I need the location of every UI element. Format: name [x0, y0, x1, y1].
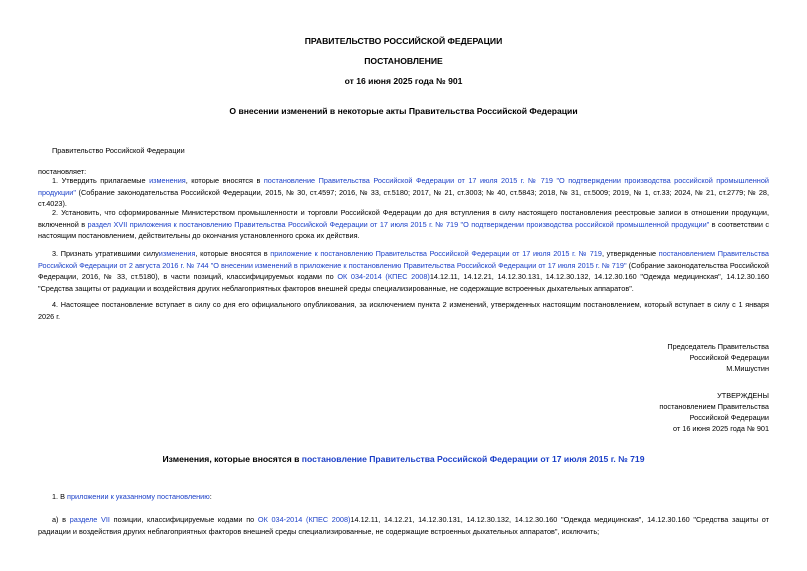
- paragraph-1: 1. Утвердить прилагаемые изменения, которые вносятся в постановление Правительства Российской Федерации от 17 июля 2015 г. № 719 "О подтверждении производства российской промышленной продукции" (Собрание законодательства Российской Федерации, 2015, № 30, ст.4597; 2016, № 33, ст.5180; 2017, № 21, ст.3003; № 40, ст.5843; 2018, № 31, ст.5009; 2019, № 1, ст.33; 2024, № 21, ст.2779; № 28, ст.4023).: [38, 176, 769, 208]
- approved-by: постановлением Правительства: [659, 402, 769, 411]
- item-1: 1. В приложении к указанному постановлению:: [52, 492, 212, 501]
- intro-government: Правительство Российской Федерации: [52, 146, 185, 155]
- section-vii-link[interactable]: разделе VII: [69, 515, 110, 524]
- resolution-744-link[interactable]: постановлением Правительства Российской Федерации от 2 августа 2016 г. № 744 "О внесении изменений в приложение к постановлению Правительства Российской Федерации от 17 июля 2015 г. № 719": [38, 249, 769, 270]
- item-1a: а) в разделе VII позиции, классифицируемые кодами по ОК 034-2014 (КПЕС 2008)14.12.11, 14.12.21, 14.12.30.131, 14.12.30.132, 14.12.30.160 "Одежда медицинская", 14.12.30.160 "Средства защиты от радиации и воздействия других неблагоприятных факторов внешней среды специализированные, не содержащие встроенных дыхательных аппаратов", исключить;: [38, 515, 769, 536]
- document-title: О внесении изменений в некоторые акты Правительства Российской Федерации: [229, 106, 578, 116]
- resolution-719-link[interactable]: постановление Правительства Российской Федерации от 17 июля 2015 г. № 719 "О подтверждении производства российской промышленной продукции": [38, 176, 769, 197]
- signature-block: [667, 341, 769, 374]
- paragraph-4: 4. Настоящее постановление вступает в силу со дня его официального опубликования, за исключением пункта 2 изменений, утвержденных настоящим постановлением, который вступает в силу с 1 января 2026 г.: [38, 300, 769, 321]
- signature-title: Председатель Правительства: [667, 342, 769, 351]
- approval-block: [659, 390, 769, 434]
- changes-link-2[interactable]: изменения: [158, 249, 196, 258]
- ok-034-2014-link-2[interactable]: ОК 034-2014 (КПЕС 2008): [257, 515, 351, 524]
- ok-034-2014-link[interactable]: ОК 034-2014 (КПЕС 2008): [337, 272, 430, 281]
- doc-type-heading: ПОСТАНОВЛЕНИЕ: [364, 56, 443, 66]
- paragraph-3: 3. Признать утратившими силуизменения, которые вносятся в приложение к постановлению Правительства Российской Федерации от 17 июля 2015 г. № 719, утвержденные постановлением Правительства Российской Федерации от 2 августа 2016 г. № 744 "О внесении изменений в приложение к постановлению Правительства Российской Федерации от 17 июля 2015 г. № 719" (Собрание законодательства Российской Федерации, 2016, № 33, ст.5180), в части позиций, классифицируемых кодами по ОК 034-2014 (КПЕС 2008)14.12.11, 14.12.21, 14.12.30.131, 14.12.30.132, 14.12.30.160 "Одежда медицинская", 14.12.30.160 "Средства защиты от радиации и воздействия других неблагоприятных факторов внешней среды специализированные, не содержащие встроенных дыхательных аппаратов".: [38, 249, 770, 293]
- signature-name: М.Мишустин: [726, 364, 769, 373]
- appendix-719-link[interactable]: приложение к постановлению Правительства Российской Федерации от 17 июля 2015 г. № 719: [270, 249, 602, 258]
- appendix-link[interactable]: приложении к указанному постановлению: [67, 492, 210, 501]
- approved-date: от 16 июня 2025 года № 901: [673, 424, 769, 433]
- approved-country: Российской Федерации: [689, 413, 769, 422]
- signature-country: Российской Федерации: [689, 353, 769, 362]
- intro-resolves: постановляет:: [38, 167, 87, 176]
- date-number: от 16 июня 2025 года № 901: [344, 76, 463, 86]
- section-xvii-link[interactable]: раздел XVII приложения к постановлению Правительства Российской Федерации от 17 июля 2015 г. № 719 "О подтверждении производства российской промышленной продукции": [87, 219, 710, 229]
- government-heading: ПРАВИТЕЛЬСТВО РОССИЙСКОЙ ФЕДЕРАЦИИ: [304, 36, 503, 46]
- paragraph-2: 2. Установить, что сформированные Министерством промышленности и торговли Российской Федерации до дня вступления в силу настоящего постановления реестровые записи в отношении продукции, включенной в раздел XVII приложения к постановлению Правительства Российской Федерации от 17 июля 2015 г. № 719 "О подтверждении производства российской промышленной продукции" в соответствии с настоящим постановлением, действительны до окончания установленного срока их действия.: [38, 208, 769, 240]
- changes-heading: Изменения, которые вносятся в постановление Правительства Российской Федерации от 17 июля 2015 г. № 719: [162, 454, 645, 464]
- changes-link[interactable]: изменения: [149, 176, 186, 185]
- approved-label: УТВЕРЖДЕНЫ: [717, 391, 769, 400]
- changes-heading-link[interactable]: постановление Правительства Российской Федерации от 17 июля 2015 г. № 719: [301, 454, 645, 464]
